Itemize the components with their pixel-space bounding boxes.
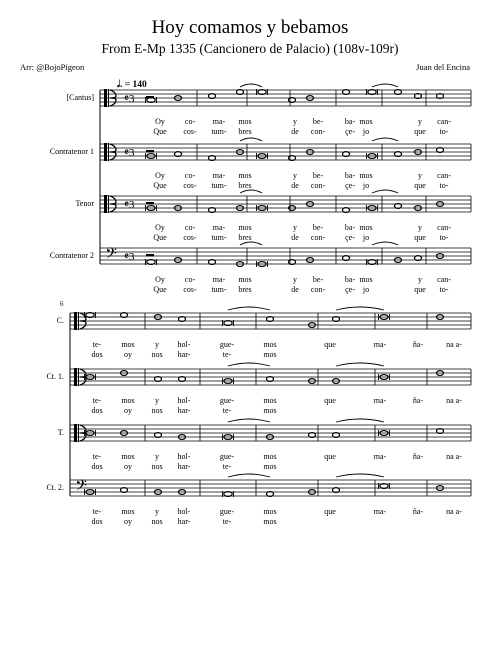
lyric-syllable: jo [362,233,370,242]
lyric-syllable: con- [310,181,326,190]
lyric-syllable: que [414,233,426,242]
lyric-syllable: mos [238,275,252,284]
lyric-syllable: nos [151,350,163,359]
rest-icon [146,202,154,204]
lyric-syllable: dos [91,517,103,526]
lyric-syllable: y [155,452,159,461]
lyric-syllable: que [324,507,336,516]
lyric-syllable: ma- [373,452,387,461]
instrument-name: C. [56,316,64,325]
tie [372,138,398,141]
lyric-syllable: can- [437,117,451,126]
lyric-syllable: y [418,171,422,180]
lyric-syllable: oy [124,517,132,526]
instrument-name: [Cantus] [66,93,94,102]
lyric-syllable: mos [238,171,252,180]
alto-clef-icon [104,195,107,213]
alto-clef-icon [74,424,77,442]
tie [336,307,384,310]
lyric-syllable: oy [124,350,132,359]
tie [372,242,398,245]
lyric-syllable: jo [362,127,370,136]
lyric-syllable: ba- [344,275,356,284]
instrument-name: Ct. 2. [46,483,64,492]
lyric-syllable: gue- [219,452,235,461]
lyric-syllable: har- [177,462,191,471]
lyric-syllable: cos- [183,285,197,294]
lyric-syllable: hol- [177,507,191,516]
lyric-syllable: te- [222,406,232,415]
lyric-syllable: çe- [345,233,355,242]
lyric-syllable: mos [263,350,277,359]
lyric-syllable: tum- [211,181,227,190]
tie [372,84,398,87]
lyric-syllable: que [324,396,336,405]
lyric-syllable: de [291,233,299,242]
lyric-syllable: hol- [177,340,191,349]
lyric-syllable: ma- [373,507,387,516]
instrument-name: Contratenor 1 [49,147,94,156]
lyric-syllable: mos [121,340,135,349]
lyric-syllable: co- [184,275,196,284]
lyric-syllable: mos [359,171,373,180]
lyric-syllable: con- [310,233,326,242]
lyric-syllable: y [293,223,297,232]
lyric-syllable: ma- [212,223,226,232]
lyric-syllable: ma- [373,396,387,405]
lyric-syllable: bres [238,285,252,294]
lyric-syllable: ma- [212,171,226,180]
lyric-syllable: nos [151,462,163,471]
lyric-syllable: ba- [344,117,356,126]
tie [336,419,384,422]
lyric-syllable: to- [439,233,449,242]
lyric-syllable: ba- [344,171,356,180]
lyric-syllable: na a- [446,507,462,516]
lyric-syllable: tum- [211,127,227,136]
piece-title: Hoy comamos y bebamos [151,17,349,38]
lyric-syllable: mos [263,396,277,405]
lyric-syllable: y [155,507,159,516]
alto-clef-icon [78,368,79,386]
lyric-syllable: jo [362,285,370,294]
lyric-syllable: oy [124,462,132,471]
lyric-syllable: ba- [344,223,356,232]
lyric-syllable: to- [439,127,449,136]
tie [228,363,270,366]
lyric-syllable: ma- [212,275,226,284]
instrument-name: Contratenor 2 [49,251,94,260]
lyric-syllable: Oy [155,223,165,232]
lyric-syllable: na a- [446,340,462,349]
lyric-syllable: mos [121,396,135,405]
piece-subtitle: From E-Mp 1335 (Cancionero de Palacio) (108v-109r) [101,41,399,56]
tie [228,474,270,477]
lyric-syllable: çe- [345,127,355,136]
tie [240,84,262,87]
alto-clef-icon [108,143,109,161]
lyric-syllable: dos [91,406,103,415]
lyric-syllable: mos [359,117,373,126]
time-signature-icon: 𝄵3 [124,93,135,105]
lyric-syllable: co- [184,117,196,126]
lyric-syllable: har- [177,350,191,359]
lyric-syllable: can- [437,223,451,232]
alto-clef-icon [78,312,79,330]
lyric-syllable: y [418,275,422,284]
lyric-syllable: y [293,117,297,126]
lyric-syllable: dos [91,350,103,359]
lyric-syllable: te- [92,507,102,516]
lyric-syllable: mos [121,452,135,461]
alto-clef-icon [104,143,107,161]
lyric-syllable: de [291,285,299,294]
lyric-syllable: y [155,340,159,349]
alto-clef-icon [74,368,77,386]
lyric-syllable: cos- [183,233,197,242]
lyric-syllable: mos [263,406,277,415]
lyric-syllable: hol- [177,452,191,461]
rest-icon [146,96,154,98]
tie [372,190,398,193]
lyric-syllable: mos [238,223,252,232]
alto-clef-icon [108,195,109,213]
rest-icon [146,254,154,256]
alto-clef-icon [74,312,77,330]
lyric-syllable: Que [153,285,167,294]
tie [336,474,384,477]
tie [240,242,262,245]
lyric-syllable: çe- [345,181,355,190]
lyric-syllable: be- [312,117,324,126]
lyric-syllable: gue- [219,340,235,349]
lyric-syllable: bres [238,127,252,136]
lyric-syllable: te- [222,462,232,471]
lyric-syllable: nos [151,406,163,415]
lyric-syllable: to- [439,285,449,294]
lyric-syllable: ña- [412,452,424,461]
tie [240,138,262,141]
instrument-name: Tenor [75,199,94,208]
lyric-syllable: Que [153,233,167,242]
lyric-syllable: co- [184,171,196,180]
lyric-syllable: te- [92,340,102,349]
lyric-syllable: to- [439,181,449,190]
lyric-syllable: y [418,117,422,126]
lyric-syllable: te- [222,350,232,359]
lyric-syllable: mos [263,452,277,461]
bass-clef-icon: 𝄢 [105,245,117,265]
tie [228,307,270,310]
lyric-syllable: jo [362,181,370,190]
instrument-name: T. [57,428,64,437]
lyric-syllable: Oy [155,171,165,180]
lyric-syllable: can- [437,171,451,180]
lyric-syllable: y [293,275,297,284]
tie [336,363,384,366]
lyric-syllable: tum- [211,233,227,242]
lyric-syllable: mos [359,275,373,284]
lyric-syllable: mos [263,517,277,526]
lyric-syllable: mos [238,117,252,126]
lyric-syllable: Que [153,127,167,136]
lyric-syllable: con- [310,127,326,136]
lyric-syllable: te- [222,517,232,526]
tie [228,419,270,422]
arranger-credit: Arr: @BojoPigeon [20,62,85,72]
lyric-syllable: te- [92,396,102,405]
lyric-syllable: dos [91,462,103,471]
lyric-syllable: gue- [219,507,235,516]
lyric-syllable: de [291,127,299,136]
lyric-syllable: bres [238,181,252,190]
bass-clef-icon: 𝄢 [75,477,87,497]
lyric-syllable: mos [263,340,277,349]
lyric-syllable: oy [124,406,132,415]
lyric-syllable: cos- [183,127,197,136]
lyric-syllable: nos [151,517,163,526]
lyric-syllable: Oy [155,117,165,126]
time-signature-icon: 𝄵3 [124,199,135,211]
lyric-syllable: na a- [446,396,462,405]
lyric-syllable: çe- [345,285,355,294]
lyric-syllable: que [414,127,426,136]
lyric-syllable: gue- [219,396,235,405]
lyric-syllable: can- [437,275,451,284]
lyric-syllable: y [155,396,159,405]
lyric-syllable: ma- [212,117,226,126]
lyric-syllable: cos- [183,181,197,190]
tempo-marking: 𝅗𝅥. = 140 [117,80,147,90]
lyric-syllable: be- [312,223,324,232]
lyric-syllable: be- [312,171,324,180]
lyric-syllable: ña- [412,340,424,349]
lyric-syllable: mos [263,462,277,471]
tie [240,190,262,193]
alto-clef-icon [104,89,107,107]
lyric-syllable: na a- [446,452,462,461]
lyric-syllable: mos [359,223,373,232]
lyric-syllable: mos [263,507,277,516]
lyric-syllable: con- [310,285,326,294]
lyric-syllable: Que [153,181,167,190]
lyric-syllable: que [414,285,426,294]
lyric-syllable: be- [312,275,324,284]
lyric-syllable: y [418,223,422,232]
lyric-syllable: Oy [155,275,165,284]
time-signature-icon: 𝄵3 [124,251,135,263]
lyric-syllable: mos [121,507,135,516]
lyric-syllable: te- [92,452,102,461]
lyric-syllable: que [324,340,336,349]
lyric-syllable: que [414,181,426,190]
alto-clef-icon [108,89,109,107]
rest-icon [146,150,154,152]
lyric-syllable: har- [177,406,191,415]
lyric-syllable: que [324,452,336,461]
lyric-syllable: hol- [177,396,191,405]
lyric-syllable: ma- [373,340,387,349]
lyric-syllable: har- [177,517,191,526]
lyric-syllable: tum- [211,285,227,294]
lyric-syllable: ña- [412,396,424,405]
lyric-syllable: de [291,181,299,190]
alto-clef-icon [78,424,79,442]
lyric-syllable: y [293,171,297,180]
time-signature-icon: 𝄵3 [124,147,135,159]
composer-credit: Juan del Encina [416,62,470,72]
instrument-name: Ct. 1. [46,372,64,381]
lyric-syllable: ña- [412,507,424,516]
lyric-syllable: bres [238,233,252,242]
measure-number: 6 [60,300,64,308]
lyric-syllable: co- [184,223,196,232]
